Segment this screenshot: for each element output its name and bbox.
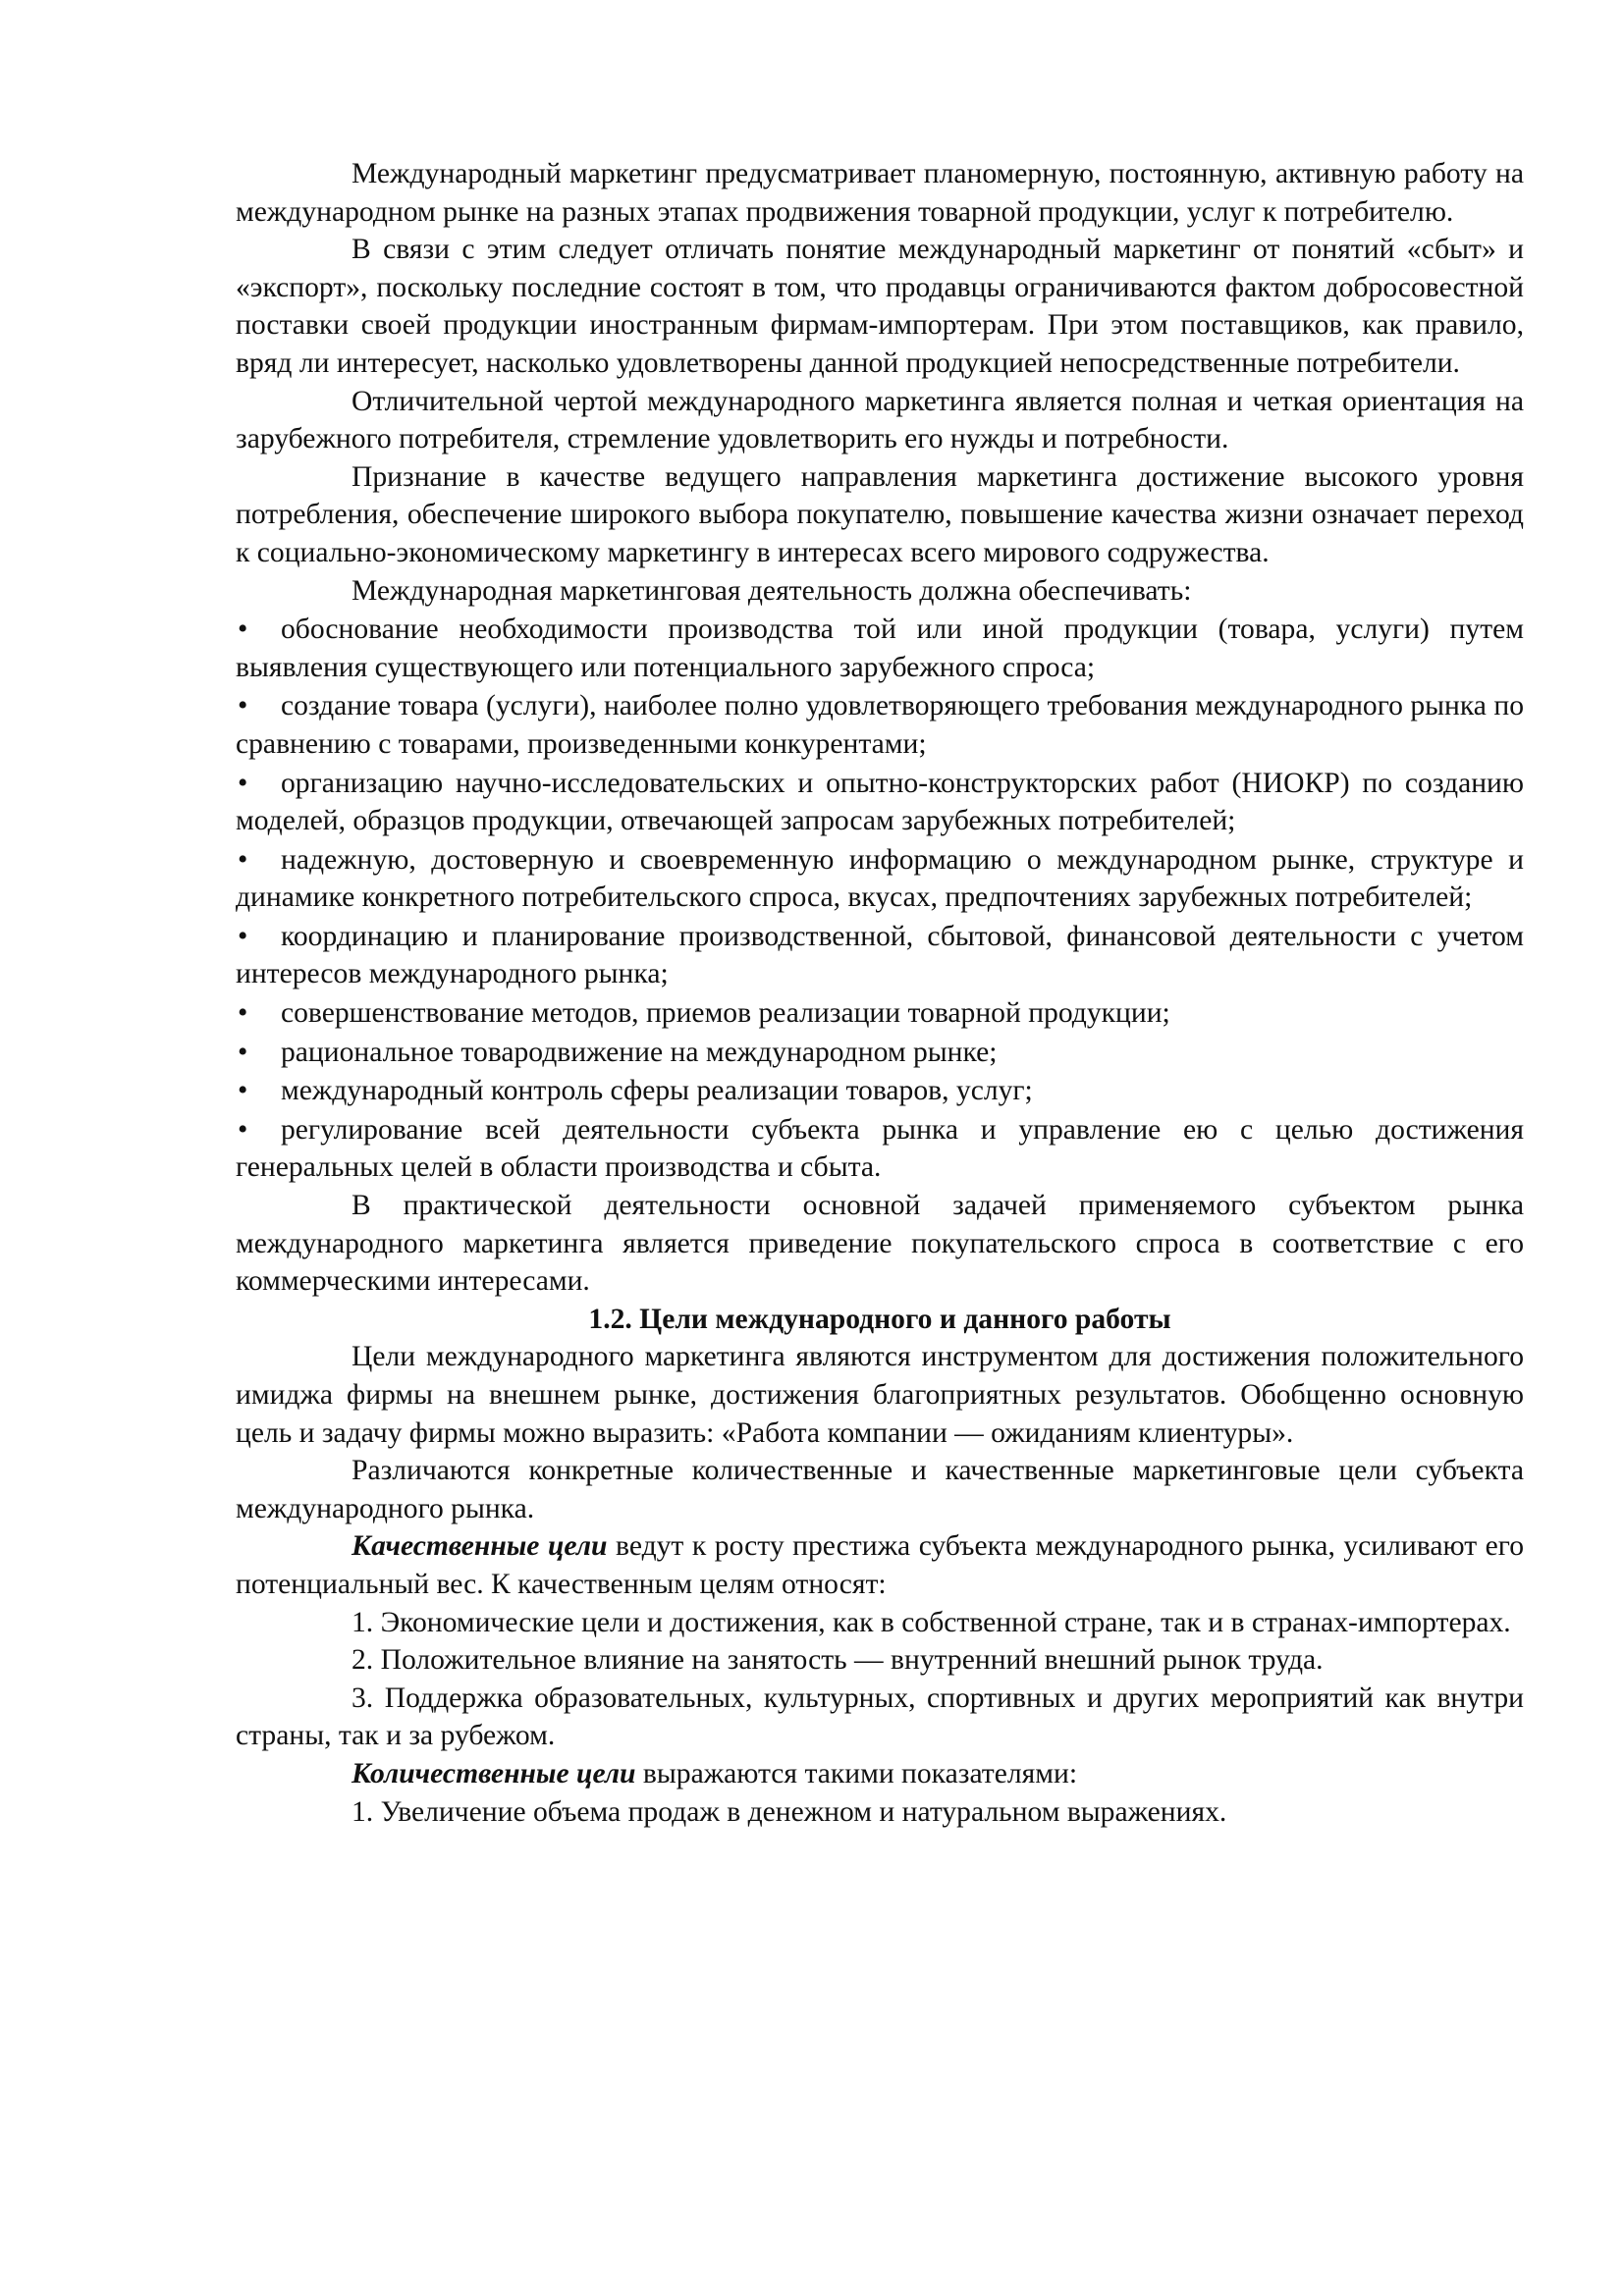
bullet-list <box>236 611 1524 1187</box>
bullet-item: • надежную, достоверную и своевременную информацию о международном рынке, структуре и динамике конкретного потребительского спроса, вкусах, предпочтениях зарубежных потребителей; <box>236 841 1524 917</box>
list-intro-paragraph: Международная маркетинговая деятельность должна обеспечивать: <box>352 574 1192 607</box>
paragraph: Отличительной чертой международного маркетинга является полная и четкая ориентация на зарубежного потребителя, стремление удовлетворить его нужды и потребности. <box>236 385 1524 455</box>
bullet-item: • совершенствование методов, приемов реализации товарной продукции; <box>236 994 1524 1033</box>
quantitative-goals-paragraph <box>236 1755 1524 1793</box>
quantitative-goals-text: выражаются такими показателями: <box>635 1757 1078 1789</box>
bullet-item: • регулирование всей деятельности субъекта рынка и управление ею с целью достижения генеральных целей в области производства и сбыта. <box>236 1111 1524 1187</box>
bullet-item: • создание товара (услуги), наиболее полно удовлетворяющего требования международного рынка по сравнению с товарами, произведенными конкурентами; <box>236 687 1524 763</box>
bullet-item: • международный контроль сферы реализации товаров, услуг; <box>236 1072 1524 1110</box>
quantitative-goals-term: Количественные цели <box>352 1757 636 1789</box>
qualitative-goal-item: 2. Положительное влияние на занятость — внутренний внешний рынок труда. <box>352 1644 1324 1677</box>
qualitative-goals-term: Качественные цели <box>352 1530 608 1563</box>
paragraph: Международный маркетинг предусматривает планомерную, постоянную, активную работу на международном рынке на разных этапах продвижения товарной продукции, услуг к потребителю. <box>236 158 1524 228</box>
bullet-item: • обоснование необходимости производства той или иной продукции (товара, услуги) путем выявления существующего или потенциального зарубежного спроса; <box>236 611 1524 686</box>
quantitative-goal-item: 1. Увеличение объема продаж в денежном и натуральном выражениях. <box>352 1795 1227 1828</box>
paragraph: Цели международного маркетинга являются инструментом для достижения положительного имиджа фирмы на внешнем рынке, достижения благоприятных результатов. Обобщенно основную цель и задачу фирмы можно выразить: «Работа компании — ожиданиям клиентуры». <box>236 1341 1524 1449</box>
bullet-item: • рациональное товародвижение на международном рынке; <box>236 1034 1524 1072</box>
bullet-item: • координацию и планирование производственной, сбытовой, финансовой деятельности с учетом интересов международного рынка; <box>236 918 1524 993</box>
paragraph: В практической деятельности основной задачей применяемого субъектом рынка международного маркетинга является приведение покупательского спроса в соответствие с его коммерческими интересами. <box>236 1190 1524 1298</box>
paragraph: Признание в качестве ведущего направления маркетинга достижение высокого уровня потребления, обеспечение широкого выбора покупателю, повышение качества жизни означает переход к социально-экономическому маркетингу в интересах всего мирового содружества. <box>236 460 1524 568</box>
qualitative-goal-item: 3. Поддержка образовательных, культурных, спортивных и других мероприятий как внутри страны, так и за рубежом. <box>236 1682 1524 1752</box>
paragraph: Различаются конкретные количественные и качественные маркетинговые цели субъекта международного рынка. <box>236 1455 1524 1524</box>
qualitative-goals-text: ведут к росту престижа субъекта международного рынка, усиливают его потенциальный вес. К качественным целям относят: <box>236 1530 1524 1600</box>
bullet-item: • организацию научно-исследовательских и опытно-конструкторских работ (НИОКР) по созданию моделей, образцов продукции, отвечающей запросам зарубежных потребителей; <box>236 765 1524 840</box>
paragraph: В связи с этим следует отличать понятие международный маркетинг от понятий «сбыт» и «экспорт», поскольку последние состоят в том, что продавцы ограничиваются фактом добросовестной поставки своей продукции иностранным фирмам-импортерам. При этом поставщиков, как правило, вряд ли интересует, насколько удовлетворены данной продукцией непосредственные потребители. <box>236 234 1524 379</box>
section-heading: 1.2. Цели международного и данного работы <box>588 1303 1171 1335</box>
qualitative-goal-item: 1. Экономические цели и достижения, как в собственной стране, так и в странах-импортерах. <box>352 1606 1511 1638</box>
qualitative-goals-paragraph <box>236 1527 1524 1603</box>
document-page <box>236 155 1524 1831</box>
